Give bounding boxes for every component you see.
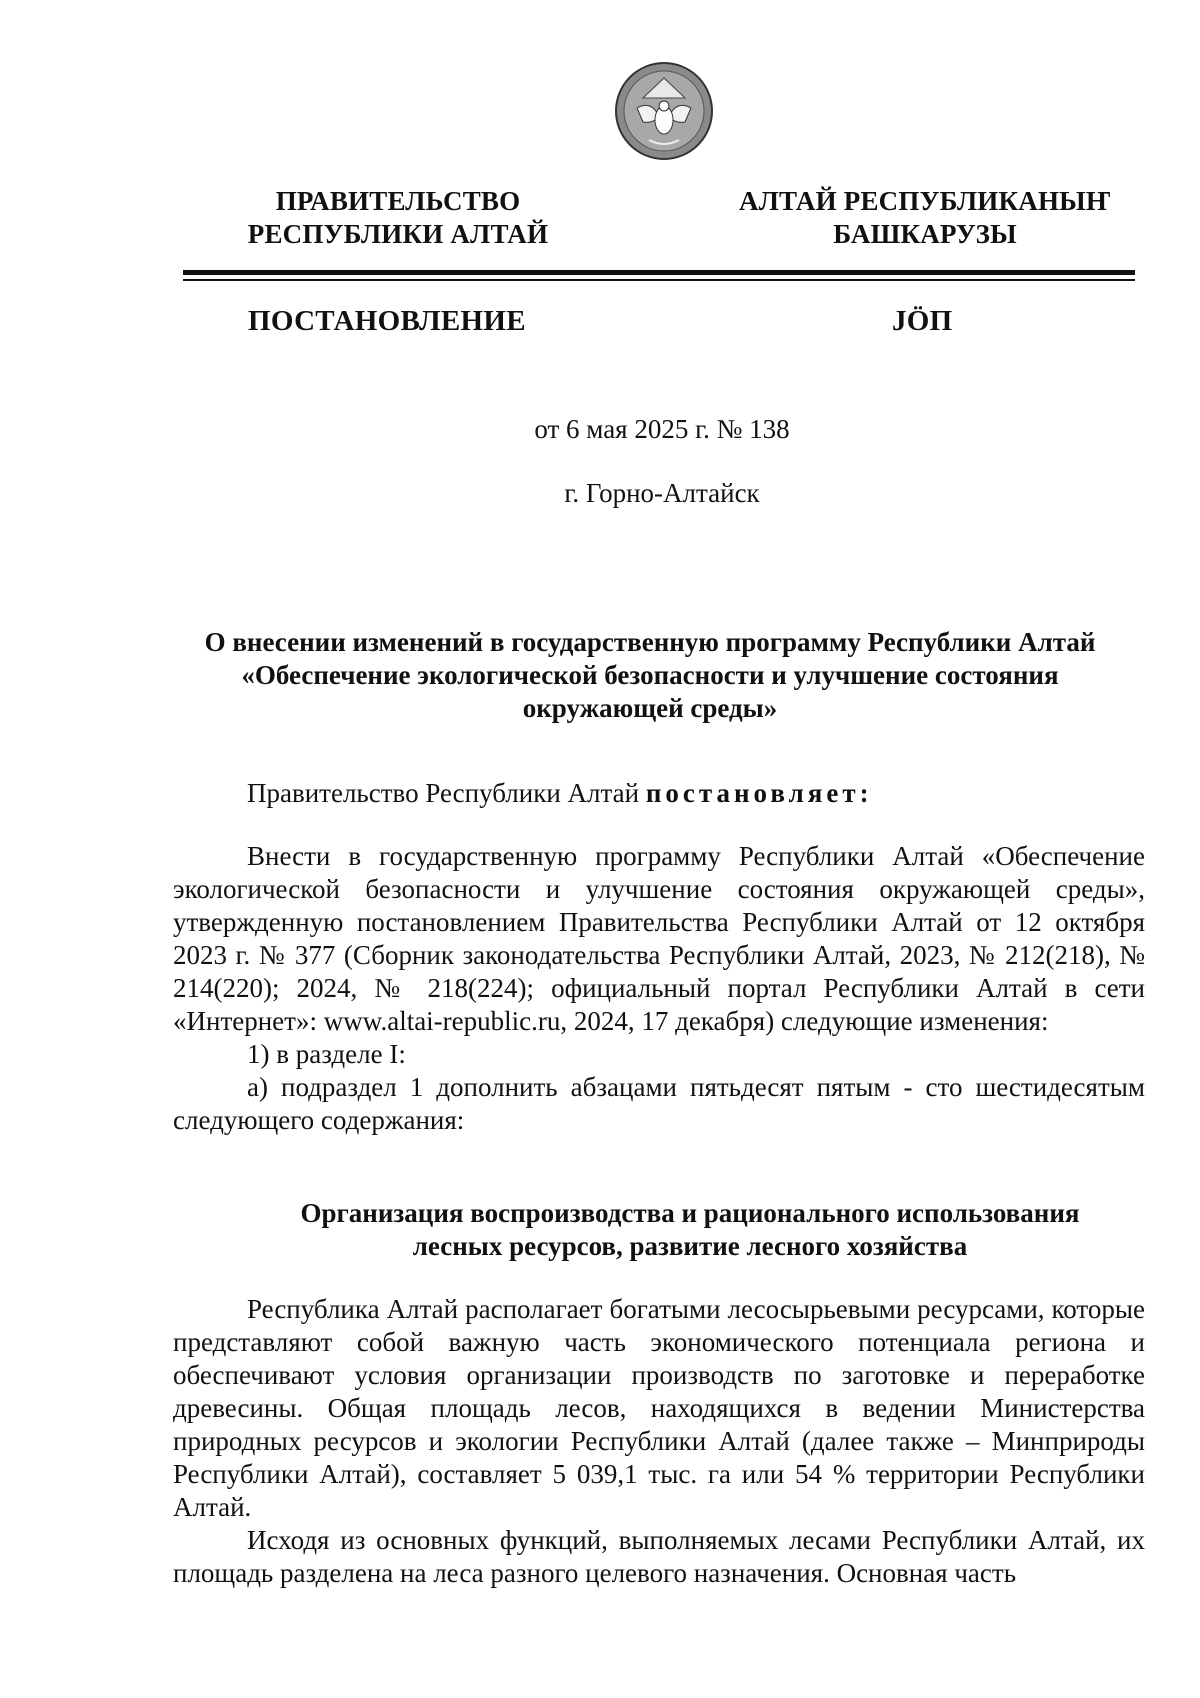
header-right-line1: АЛТАЙ РЕСПУБЛИКАНЫҤ (739, 186, 1111, 216)
document-city: г. Горно-Алтайск (564, 478, 760, 508)
forest-paragraph-1: Республика Алтай располагает богатыми лесосырьевыми ресурсами, которые представляют собой важную часть экономического потенциала региона и обеспечивают условия организации производств по заготовке и переработке древесины. Общая площадь лесов, находящихся в ведении Министерства природных ресурсов и экологии Республики Алтай (далее также – Минприроды Республики Алтай), составляет 5 039,1 тыс. га или 54 % территории Республики Алтай. (173, 1294, 1145, 1522)
doc-type-altai: JӦП (892, 305, 953, 337)
forest-paragraph-2: Исходя из основных функций, выполняемых лесами Республики Алтай, их площадь разделена на леса разного целевого назначения. Основная часть (173, 1525, 1145, 1588)
header-divider-thin (183, 279, 1135, 281)
header-left-line2: РЕСПУБЛИКИ АЛТАЙ (247, 219, 549, 249)
doc-type-russian: ПОСТАНОВЛЕНИЕ (248, 305, 526, 337)
title-line1: О внесении изменений в государственную программу Республики Алтай (204, 627, 1096, 657)
amendment-body (173, 840, 1145, 1137)
main-paragraph: Внести в государственную программу Республики Алтай «Обеспечение экологической безопасности и улучшение состояния окружающей среды», утвержденную постановлением Правительства Республики Алтай от 12 октября 2023 г. № 377 (Сборник законодательства Республики Алтай, 2023, № 212(218), № 214(220); 2024, № 218(224); официальный портал Республики Алтай в сети «Интернет»: www.altai-republic.ru, 2024, 17 декабря) следующие изменения: (173, 841, 1145, 1036)
document-date-number: от 6 мая 2025 г. № 138 (534, 414, 790, 444)
header-left-line1: ПРАВИТЕЛЬСТВО (275, 186, 521, 216)
section-subheading (260, 1197, 1120, 1263)
subheading-line1: Организация воспроизводства и рационального использования (300, 1198, 1080, 1228)
resolve-verb: постановляет: (645, 778, 873, 808)
item-1: 1) в разделе I: (247, 1039, 406, 1069)
forest-section-body (173, 1293, 1145, 1590)
item-a: а) подраздел 1 дополнить абзацами пятьдесят пятым - сто шестидесятым следующего содержания: (173, 1072, 1145, 1135)
coat-of-arms-icon (613, 60, 715, 162)
title-line2: «Обеспечение экологической безопасности и улучшение состояния (241, 660, 1059, 690)
header-right-line2: БАШКАРУЗЫ (833, 219, 1017, 249)
title-line3: окружающей среды» (522, 693, 778, 723)
government-name-altai (730, 185, 1120, 251)
resolve-prefix: Правительство Республики Алтай (247, 778, 646, 808)
government-name-russian (238, 185, 558, 251)
resolve-paragraph (173, 777, 1145, 810)
subheading-line2: лесных ресурсов, развитие лесного хозяйства (412, 1231, 968, 1261)
header-divider-thick (183, 270, 1135, 275)
document-title (170, 626, 1130, 725)
